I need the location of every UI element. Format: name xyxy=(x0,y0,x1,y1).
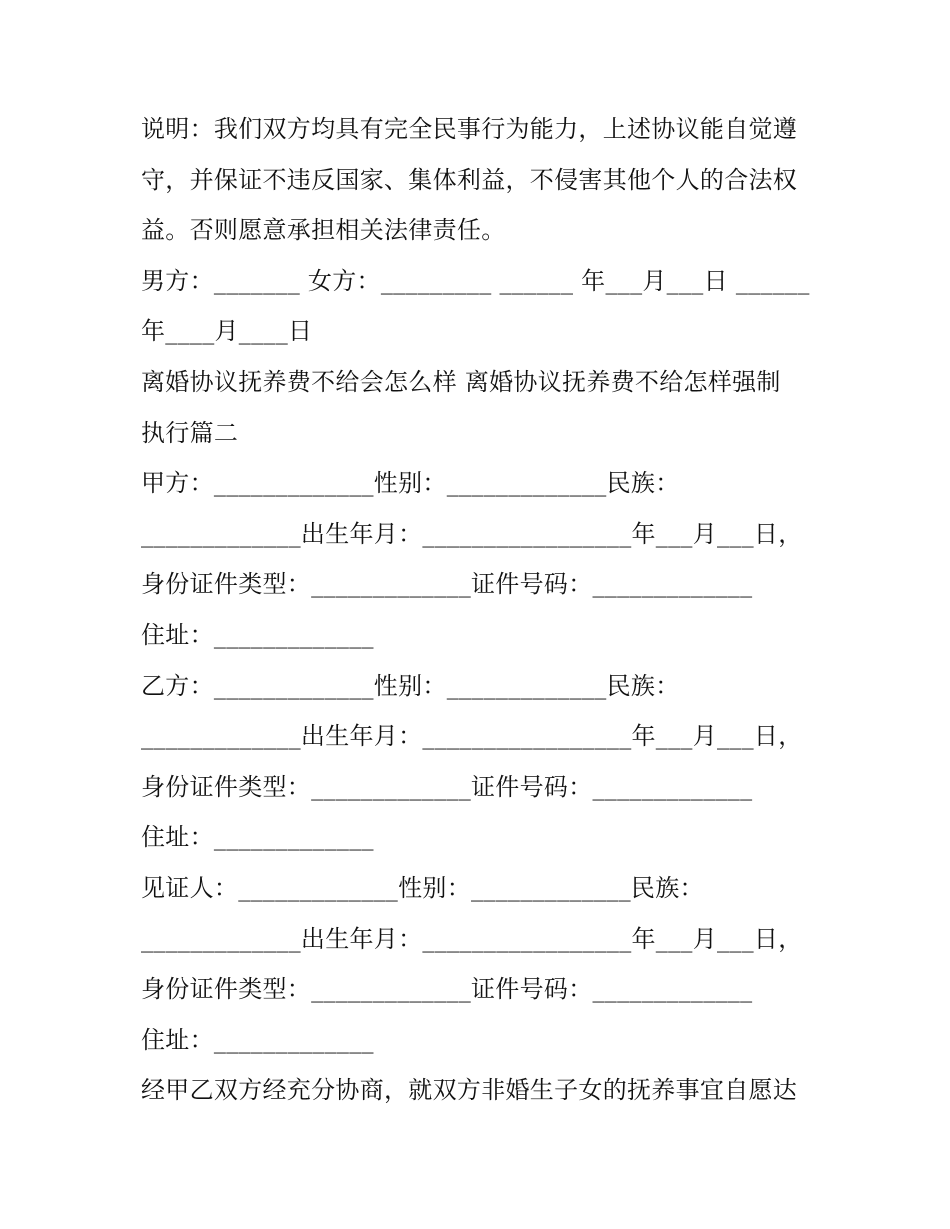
party-a-info-line: 甲方：_____________性别：_____________民族： xyxy=(141,469,680,498)
section-heading-line-2: 执行篇二 xyxy=(141,418,239,447)
party-b-address-line: 住址：_____________ xyxy=(141,823,374,852)
statement-line-3: 益。否则愿意承担相关法律责任。 xyxy=(141,216,506,245)
statement-line-1: 说明：我们双方均具有完全民事行为能力，上述协议能自觉遵 xyxy=(141,115,798,143)
section-heading-line-1: 离婚协议抚养费不给会怎么样 离婚协议抚养费不给怎样强制 xyxy=(141,367,781,396)
signature-date-line: 年____月____日 xyxy=(141,317,313,346)
statement-line-2: 守，并保证不违反国家、集体利益，不侵害其他个人的合法权 xyxy=(141,165,798,194)
witness-birth-line: _____________出生年月：_________________年___月___日， xyxy=(141,924,803,953)
signature-line: 男方：_______ 女方：_________ ______ 年___月___日 ______ xyxy=(141,266,810,295)
party-b-birth-line: _____________出生年月：_________________年___月___日， xyxy=(141,722,803,751)
party-b-info-line: 乙方：_____________性别：_____________民族： xyxy=(141,671,680,700)
party-a-id-line: 身份证件类型：_____________证件号码：_____________ xyxy=(141,570,753,599)
witness-id-line: 身份证件类型：_____________证件号码：_____________ xyxy=(141,975,753,1004)
witness-address-line: 住址：_____________ xyxy=(141,1025,374,1054)
party-a-birth-line: _____________出生年月：_________________年___月___日， xyxy=(141,519,803,548)
witness-info-line: 见证人：_____________性别：_____________民族： xyxy=(141,873,704,902)
document-page xyxy=(141,104,816,1116)
party-a-address-line: 住址：_____________ xyxy=(141,620,374,649)
party-b-id-line: 身份证件类型：_____________证件号码：_____________ xyxy=(141,772,753,801)
agreement-intro-line: 经甲乙双方经充分协商，就双方非婚生子女的抚养事宜自愿达 xyxy=(141,1076,798,1105)
